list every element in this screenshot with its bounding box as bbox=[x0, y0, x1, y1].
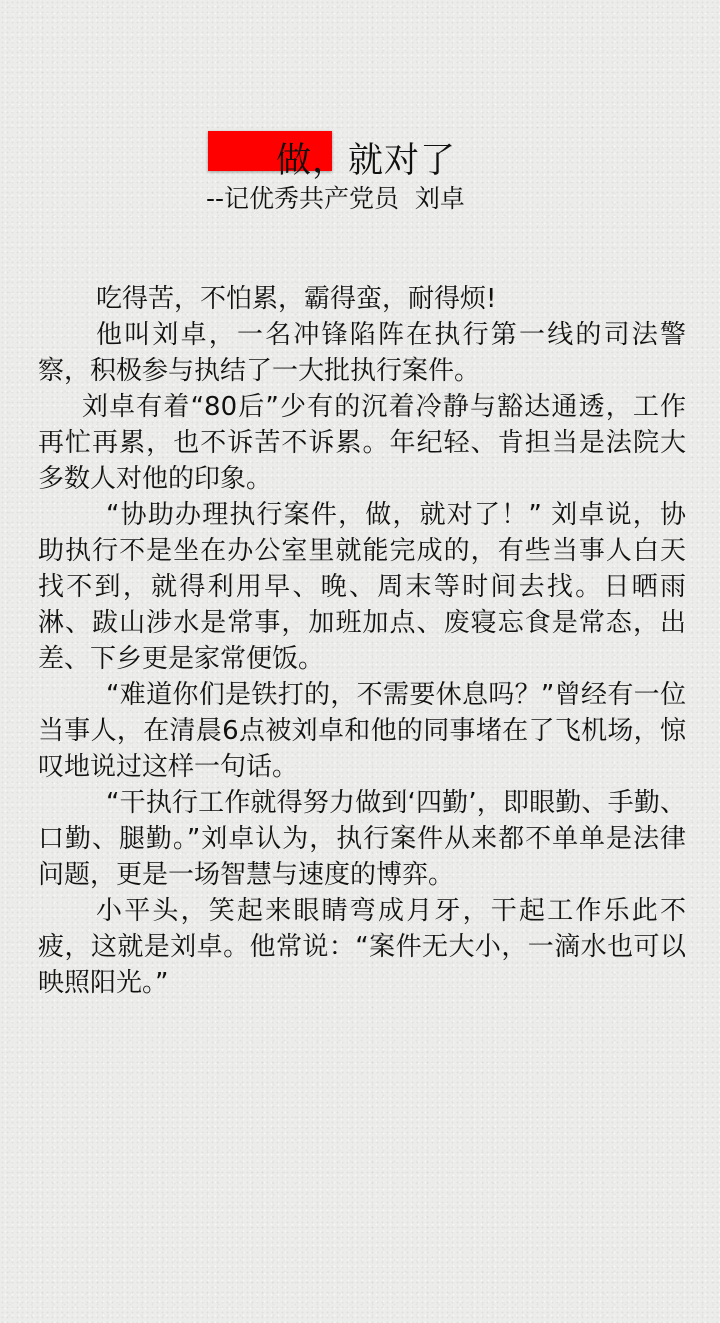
article-title: 做，就对了 bbox=[275, 141, 456, 181]
paragraph-5: “难道你们是铁打的，不需要休息吗？”曾经有一位当事人，在清晨6点被刘卓和他的同事堵在了飞机场，惊叹地说过这样一句话。 bbox=[38, 680, 686, 782]
paragraph-2: 他叫刘卓，一名冲锋陷阵在执行第一线的司法警察，积极参与执结了一大批执行案件。 bbox=[38, 320, 686, 386]
article-body bbox=[38, 281, 686, 1001]
paragraph-4: “协助办理执行案件，做，就对了！” 刘卓说，协助执行不是坐在办公室里就能完成的，有些当事人白天找不到，就得利用早、晚、周末等时间去找。日晒雨淋、跋山涉水是常事，加班加点、废寝忘食是常态，出差、下乡更是家常便饭。 bbox=[38, 500, 686, 674]
paragraph-1: 吃得苦，不怕累，霸得蛮，耐得烦! bbox=[96, 284, 497, 314]
paragraph-6: “干执行工作就得努力做到‘四勤’，即眼勤、手勤、口勤、腿勤。”刘卓认为，执行案件从来都不单单是法律问题，更是一场智慧与速度的博弈。 bbox=[38, 788, 686, 890]
article-subtitle: --记优秀共产党员 刘卓 bbox=[206, 184, 465, 213]
paragraph-7: 小平头，笑起来眼睛弯成月牙，干起工作乐此不疲，这就是刘卓。他常说：“案件无大小，一滴水也可以映照阳光。” bbox=[38, 896, 686, 998]
paragraph-3: 刘卓有着“80后”少有的沉着冷静与豁达通透，工作再忙再累，也不诉苦不诉累。年纪轻、肯担当是法院大多数人对他的印象。 bbox=[38, 392, 686, 494]
